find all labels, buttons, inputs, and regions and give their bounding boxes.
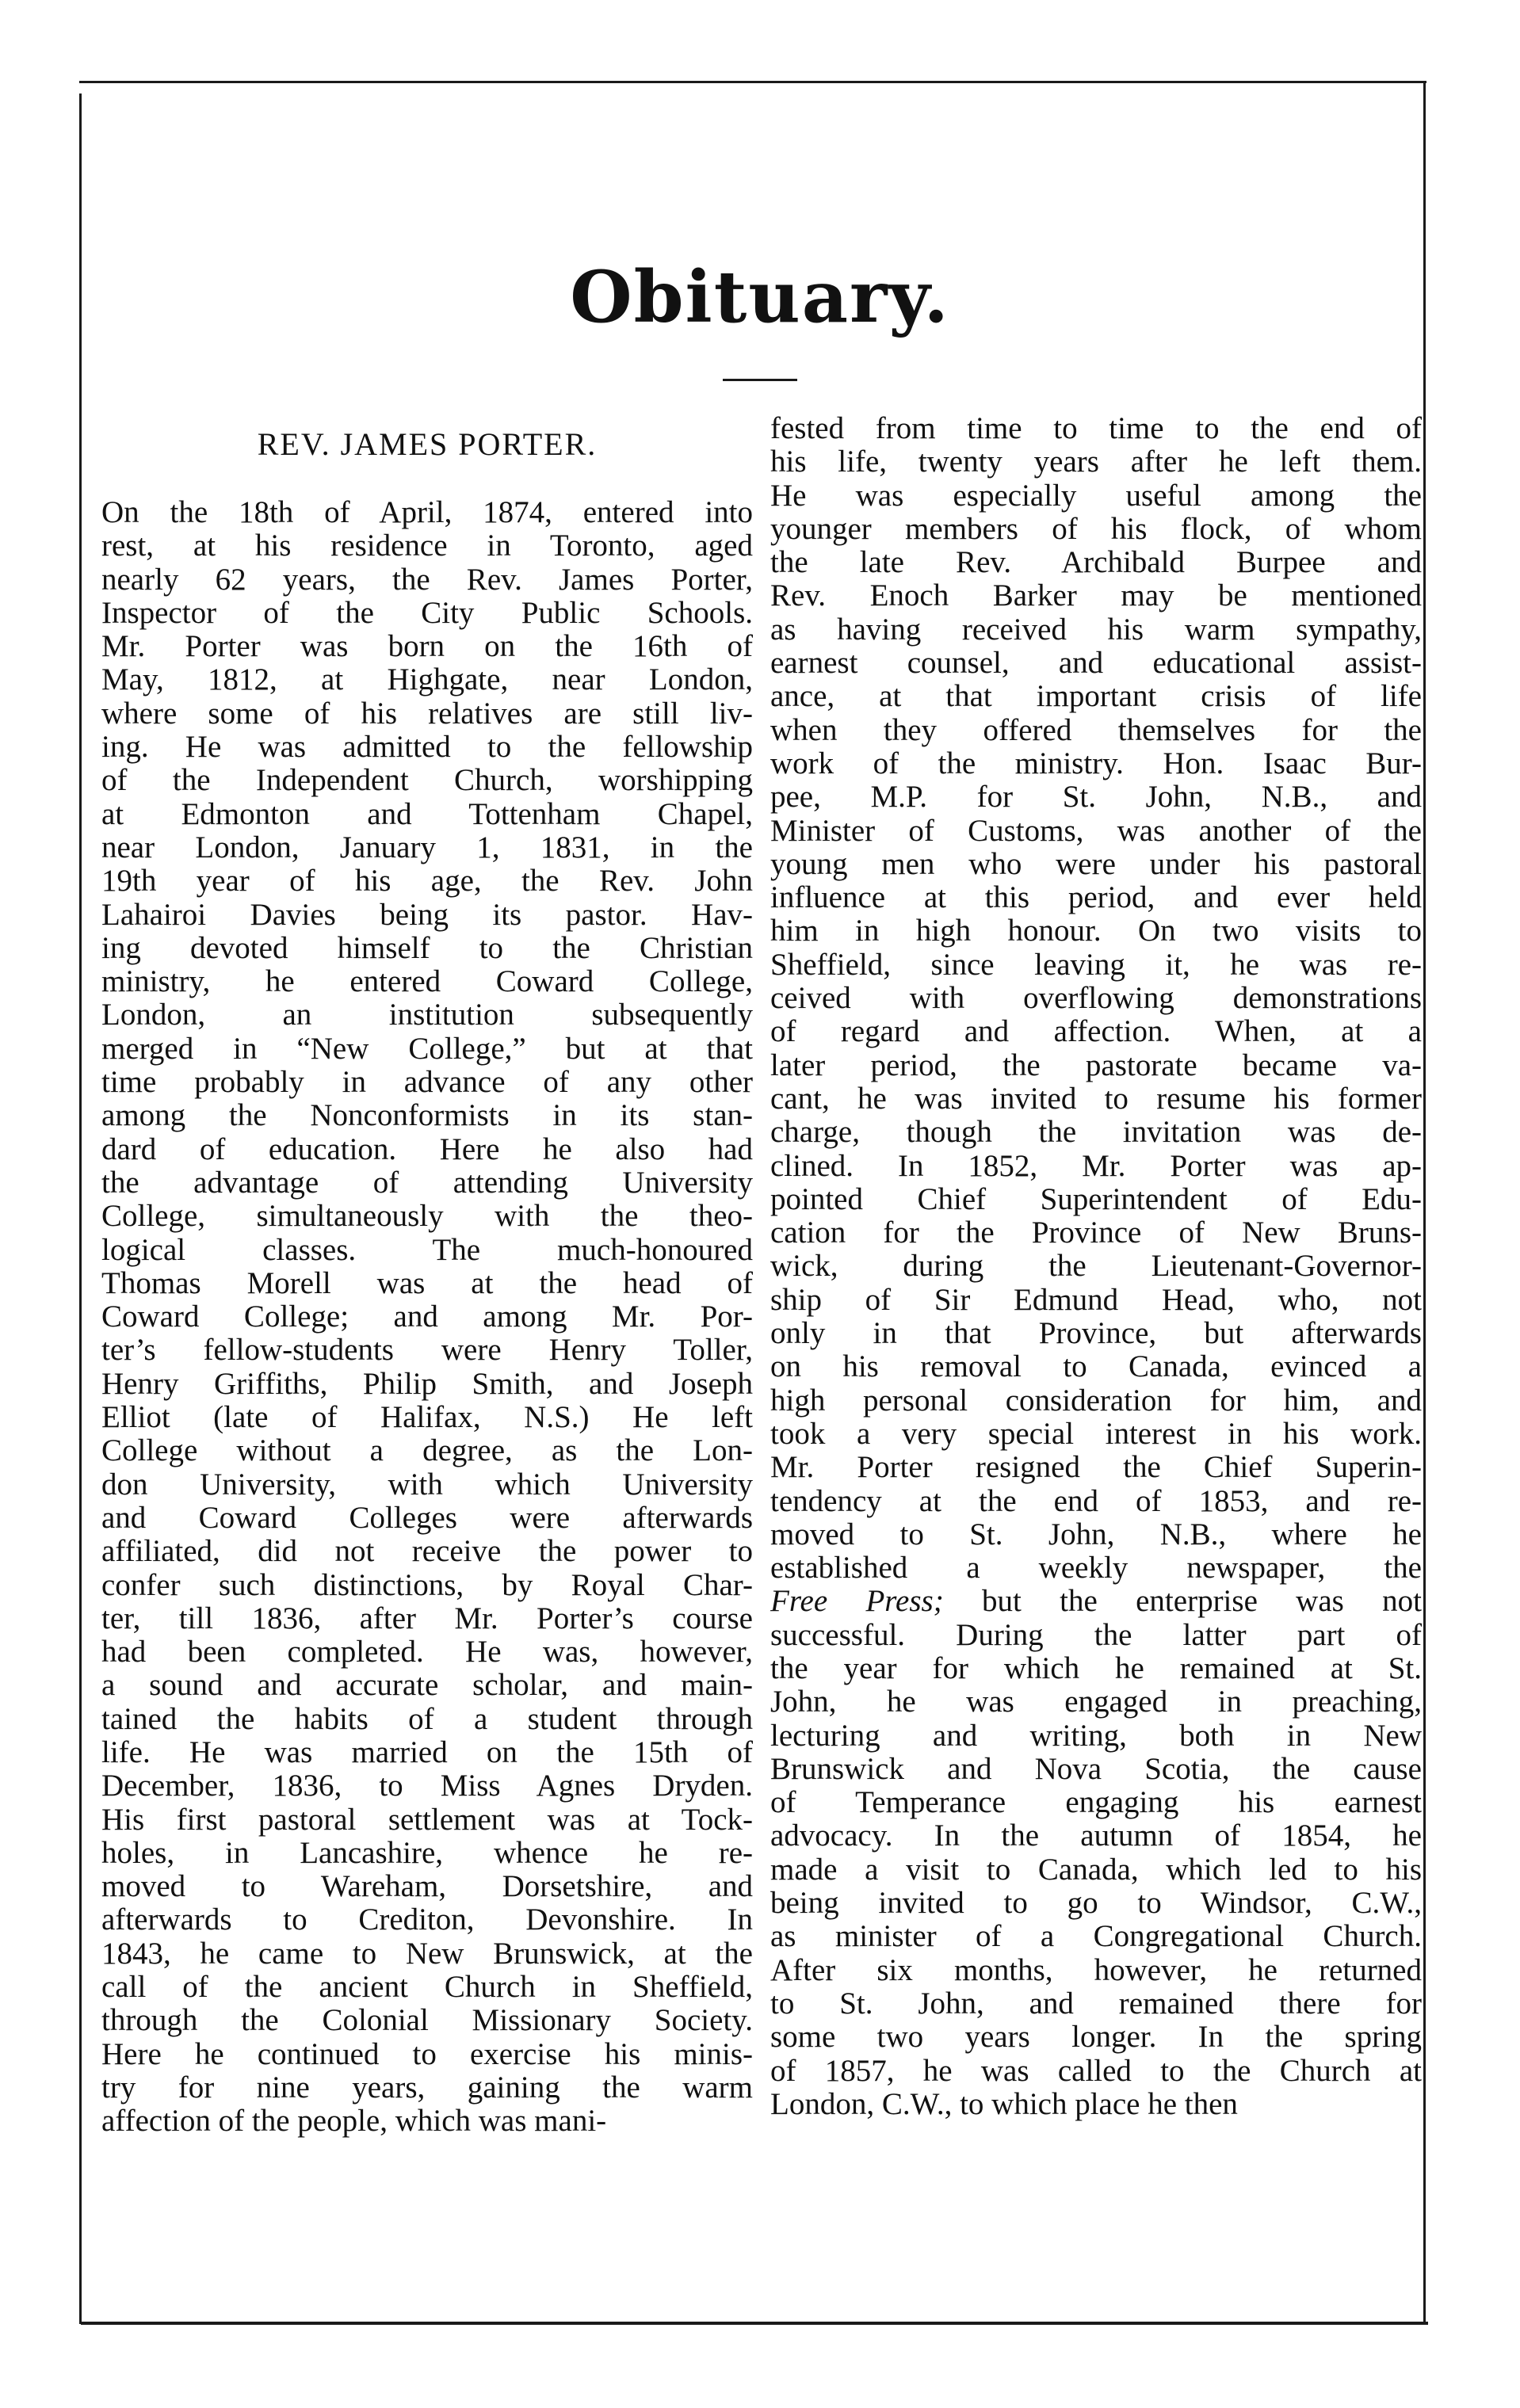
text-line: ance, at that important crisis of life bbox=[770, 679, 1422, 714]
text-line: ing devoted himself to the Christian bbox=[101, 930, 753, 965]
text-line: charge, though the invitation was de- bbox=[770, 1115, 1422, 1150]
text-line: College without a degree, as the Lon- bbox=[101, 1433, 753, 1468]
text-line: some two years longer. In the spring bbox=[770, 2020, 1422, 2055]
text-line: being invited to go to Windsor, C.W., bbox=[770, 1886, 1422, 1921]
text-line: Inspector of the City Public Schools. bbox=[101, 595, 753, 630]
text-line: Elliot (late of Halifax, N.S.) He left bbox=[101, 1400, 753, 1435]
text-line: Coward College; and among Mr. Por- bbox=[101, 1299, 753, 1334]
text-line: affection of the people, which was mani- bbox=[101, 2104, 607, 2139]
text-line: Thomas Morell was at the head of bbox=[101, 1265, 753, 1300]
text-line: ter’s fellow-students were Henry Toller, bbox=[101, 1333, 753, 1368]
text-line: fested from time to time to the end of bbox=[770, 411, 1422, 445]
text-line: After six months, however, he returned bbox=[770, 1952, 1422, 1987]
text-line: nearly 62 years, the Rev. James Porter, bbox=[101, 562, 753, 597]
text-line: as having received his warm sympathy, bbox=[770, 612, 1422, 647]
text-line: merged in “New College,” but at that bbox=[101, 1031, 753, 1066]
bottom-border-rule bbox=[81, 2322, 1428, 2325]
text-line: dard of education. Here he also had bbox=[101, 1131, 753, 1166]
text-line: ship of Sir Edmund Head, who, not bbox=[770, 1282, 1422, 1317]
text-line: near London, January 1, 1831, in the bbox=[101, 830, 753, 864]
text-line: work of the ministry. Hon. Isaac Bur- bbox=[770, 746, 1422, 780]
text-line: earnest counsel, and educational assist- bbox=[770, 646, 1422, 681]
text-line: holes, in Lancashire, whence he re- bbox=[101, 1835, 753, 1870]
text-line: pee, M.P. for St. John, N.B., and bbox=[770, 780, 1422, 815]
text-line: time probably in advance of any other bbox=[101, 1065, 753, 1100]
text-line: cation for the Province of New Bruns- bbox=[770, 1215, 1422, 1250]
text-line: don University, with which University bbox=[101, 1467, 753, 1502]
text-line: of Temperance engaging his earnest bbox=[770, 1785, 1422, 1820]
text-line: the late Rev. Archibald Burpee and bbox=[770, 545, 1422, 580]
text-line: made a visit to Canada, which led to his bbox=[770, 1852, 1422, 1887]
text-line: took a very special interest in his work. bbox=[770, 1416, 1422, 1451]
left-column-text bbox=[101, 496, 753, 2139]
text-line: moved to Wareham, Dorsetshire, and bbox=[101, 1869, 753, 1904]
text-line: tained the habits of a student through bbox=[101, 1701, 753, 1736]
text-line: afterwards to Crediton, Devonshire. In bbox=[101, 1902, 753, 1937]
text-line: Mr. Porter was born on the 16th of bbox=[101, 629, 753, 664]
text-line: Sheffield, since leaving it, he was re- bbox=[770, 947, 1422, 982]
text-line: ceived with overflowing demonstrations bbox=[770, 981, 1422, 1016]
text-line: ministry, he entered Coward College, bbox=[101, 964, 753, 999]
text-line: Brunswick and Nova Scotia, the cause bbox=[770, 1751, 1422, 1786]
text-line: young men who were under his pastoral bbox=[770, 846, 1422, 881]
text-line: tendency at the end of 1853, and re- bbox=[770, 1483, 1422, 1518]
text-line: 19th year of his age, the Rev. John bbox=[101, 864, 753, 899]
text-line: Lahairoi Davies being its pastor. Hav- bbox=[101, 897, 753, 932]
text-line: London, C.W., to which place he then bbox=[770, 2086, 1238, 2121]
text-line: logical classes. The much-honoured bbox=[101, 1232, 753, 1267]
text-line: Free Press; but the enterprise was not bbox=[770, 1584, 1422, 1619]
text-line: 1843, he came to New Brunswick, at the bbox=[101, 1936, 753, 1971]
text-line: December, 1836, to Miss Agnes Dryden. bbox=[101, 1769, 753, 1803]
text-line: wick, during the Lieutenant-Governor- bbox=[770, 1249, 1422, 1284]
text-line: On the 18th of April, 1874, entered into bbox=[101, 495, 753, 529]
text-line: rest, at his residence in Toronto, aged bbox=[101, 529, 753, 563]
text-line: His first pastoral settlement was at Tock- bbox=[101, 1802, 753, 1837]
right-column-text bbox=[770, 412, 1422, 2121]
text-line: as minister of a Congregational Church. bbox=[770, 1919, 1422, 1954]
text-line: Henry Griffiths, Philip Smith, and Joseph bbox=[101, 1366, 753, 1401]
text-line: confer such distinctions, by Royal Char- bbox=[101, 1567, 753, 1602]
newspaper-title: Free Press; bbox=[770, 1584, 944, 1619]
text-line: ing. He was admitted to the fellowship bbox=[101, 730, 753, 765]
text-line: when they offered themselves for the bbox=[770, 712, 1422, 747]
text-line: He was especially useful among the bbox=[770, 478, 1422, 513]
text-line: through the Colonial Missionary Society. bbox=[101, 2003, 753, 2038]
text-line: ter, till 1836, after Mr. Porter’s course bbox=[101, 1601, 753, 1635]
text-line: cant, he was invited to resume his former bbox=[770, 1081, 1422, 1116]
article-heading: REV. JAMES PORTER. bbox=[257, 426, 598, 462]
top-border-rule bbox=[79, 81, 1426, 83]
text-line: Mr. Porter resigned the Chief Superin- bbox=[770, 1450, 1422, 1485]
text-line: later period, the pastorate became va- bbox=[770, 1048, 1422, 1082]
text-line: only in that Province, but afterwards bbox=[770, 1316, 1422, 1351]
left-column bbox=[101, 412, 753, 2139]
text-line: the advantage of attending University bbox=[101, 1165, 753, 1200]
text-line: him in high honour. On two visits to bbox=[770, 914, 1422, 948]
text-line: May, 1812, at Highgate, near London, bbox=[101, 662, 753, 697]
text-line: at Edmonton and Tottenham Chapel, bbox=[101, 796, 753, 831]
text-line: of the Independent Church, worshipping bbox=[101, 763, 753, 798]
title-divider bbox=[723, 379, 797, 381]
text-line: London, an institution subsequently bbox=[101, 998, 753, 1032]
text-line: successful. During the latter part of bbox=[770, 1617, 1422, 1652]
text-line: among the Nonconformists in its stan- bbox=[101, 1098, 753, 1133]
text-line: the year for which he remained at St. bbox=[770, 1650, 1422, 1685]
text-line: his life, twenty years after he left them. bbox=[770, 445, 1422, 479]
text-line: call of the ancient Church in Sheffield, bbox=[101, 1970, 753, 2005]
text-line: pointed Chief Superintendent of Edu- bbox=[770, 1181, 1422, 1216]
text-line: a sound and accurate scholar, and main- bbox=[101, 1668, 753, 1703]
text-line: on his removal to Canada, evinced a bbox=[770, 1349, 1422, 1384]
left-border-rule bbox=[79, 93, 82, 2324]
text-line: high personal consideration for him, and bbox=[770, 1383, 1422, 1418]
text-line: try for nine years, gaining the warm bbox=[101, 2070, 753, 2105]
page-title: Obituary. bbox=[570, 255, 950, 339]
text-line: College, simultaneously with the theo- bbox=[101, 1199, 753, 1234]
text-line: established a weekly newspaper, the bbox=[770, 1551, 1422, 1586]
text-line: younger members of his flock, of whom bbox=[770, 511, 1422, 546]
text-line: Rev. Enoch Barker may be mentioned bbox=[770, 578, 1422, 613]
text-line: affiliated, did not receive the power to bbox=[101, 1534, 753, 1569]
text-line: where some of his relatives are still liv- bbox=[101, 696, 753, 731]
text-line: moved to St. John, N.B., where he bbox=[770, 1517, 1422, 1551]
right-column bbox=[770, 412, 1422, 2121]
text-line: influence at this period, and ever held bbox=[770, 880, 1422, 915]
text-line: John, he was engaged in preaching, bbox=[770, 1685, 1422, 1719]
text-line: to St. John, and remained there for bbox=[770, 1986, 1422, 2021]
text-line: clined. In 1852, Mr. Porter was ap- bbox=[770, 1148, 1422, 1183]
text-line: Minister of Customs, was another of the bbox=[770, 813, 1422, 848]
text-line: of 1857, he was called to the Church at bbox=[770, 2053, 1422, 2088]
text-line: had been completed. He was, however, bbox=[101, 1635, 753, 1670]
text-line: of regard and affection. When, at a bbox=[770, 1014, 1422, 1049]
right-border-rule bbox=[1423, 82, 1426, 2323]
text-line: lecturing and writing, both in New bbox=[770, 1718, 1422, 1753]
text-line: and Coward Colleges were afterwards bbox=[101, 1500, 753, 1535]
text-line: Here he continued to exercise his minis- bbox=[101, 2036, 753, 2071]
text-line: life. He was married on the 15th of bbox=[101, 1734, 753, 1769]
text-line: advocacy. In the autumn of 1854, he bbox=[770, 1818, 1422, 1853]
